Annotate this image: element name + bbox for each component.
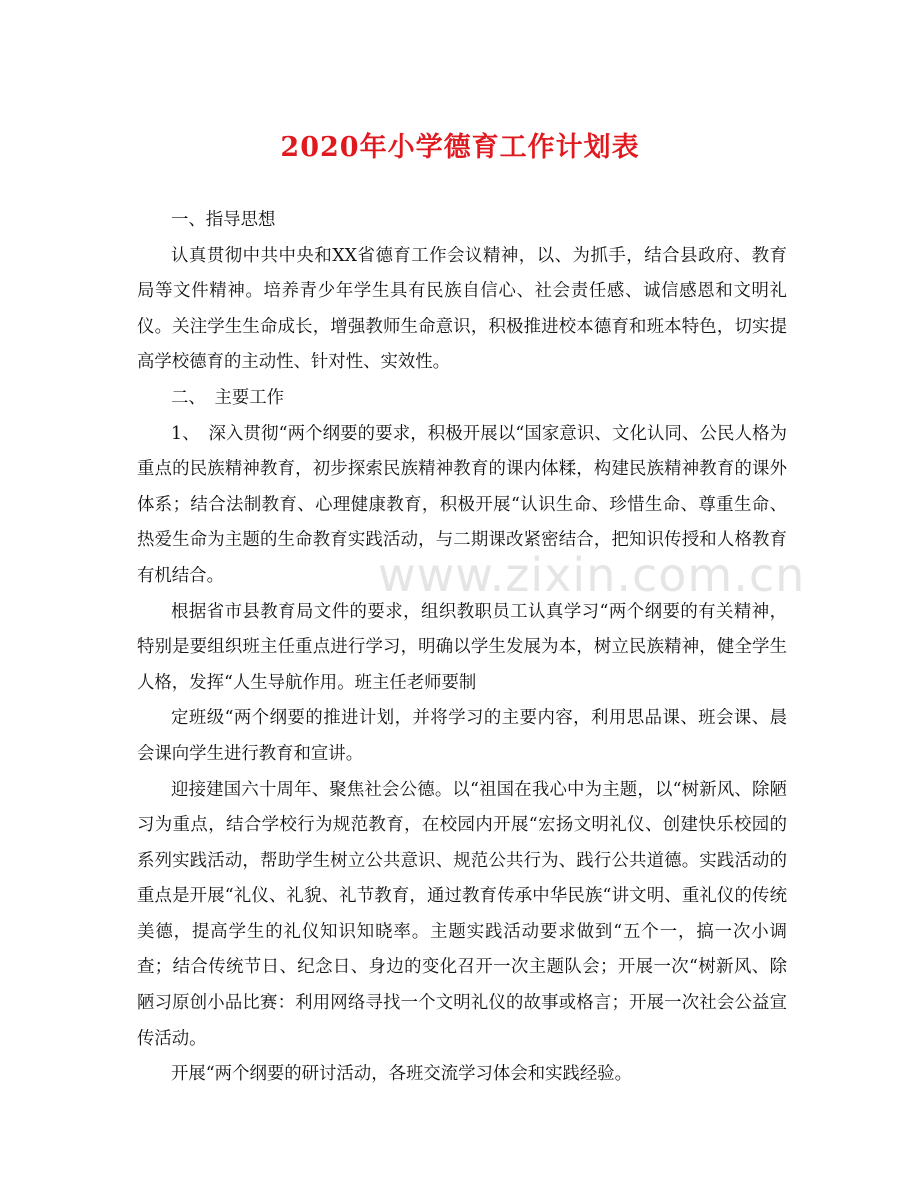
paragraph-study-requirements: 根据省市县教育局文件的要求，组织教职员工认真学习“两个纲要的有关精神，特别是要组织班主任重点进行学习，明确以学生发展为本，树立民族精神，健全学生人格，发挥“人生导航作用。班主任老师要制 [137, 601, 787, 693]
watermark: www.zixin.com.cn [378, 548, 806, 602]
page-title: 2020年小学德育工作计划表 [280, 132, 640, 163]
paragraph-item-1: 1、 深入贯彻“两个纲要的要求，积极开展以“国家意识、文化认同、公民人格为重点的民族精神教育，初步探索民族精神教育的课内体糅，构建民族精神教育的课外体系；结合法制教育、心理健康教育，积极开展“认识生命、珍惜生命、尊重生命、热爱生命为主题的生命教育实践活动，与二期课改紧密结合，把知识传授和人格教育有机结合。 [137, 423, 787, 586]
paragraph-seminar: 开展“两个纲要的研讨活动，各班交流学习体会和实践经验。 [171, 1064, 633, 1085]
document-body [137, 203, 787, 1093]
heading-guiding-ideology: 一、指导思想 [171, 210, 276, 230]
heading-main-work: 二、 主要工作 [171, 387, 285, 408]
paragraph-class-plan: 定班级“两个纲要的推进计划，并将学习的主要内容，利用思品课、班会课、晨会课向学生进行教育和宣讲。 [137, 708, 787, 764]
paragraph-guiding-ideology: 认真贯彻中共中央和XX省德育工作会议精神，以、为抓手，结合县政府、教育局等文件精神。培养青少年学生具有民族自信心、社会责任感、诚信感恩和文明礼仪。关注学生生命成长，增强教师生命意识，积极推进校本德育和班本特色，切实提高学校德育的主动性、针对性、实效性。 [137, 245, 787, 373]
paragraph-social-ethics: 迎接建国六十周年、聚焦社会公德。以“祖国在我心中为主题，以“树新风、除陋习为重点，结合学校行为规范教育，在校园内开展“宏扬文明礼仪、创建快乐校园的系列实践活动，帮助学生树立公共意识、规范公共行为、践行公共道德。实践活动的重点是开展“礼仪、礼貌、礼节教育，通过教育传承中华民族“讲文明、重礼仪的传统美德，提高学生的礼仪知识知晓率。主题实践活动要求做到“五个一，搞一次小调查；结合传统节日、纪念日、身边的变化召开一次主题队会；开展一次“树新风、除陋习原创小品比赛：利用网络寻找一个文明礼仪的故事或格言；开展一次社会公益宣传活动。 [137, 779, 787, 1049]
